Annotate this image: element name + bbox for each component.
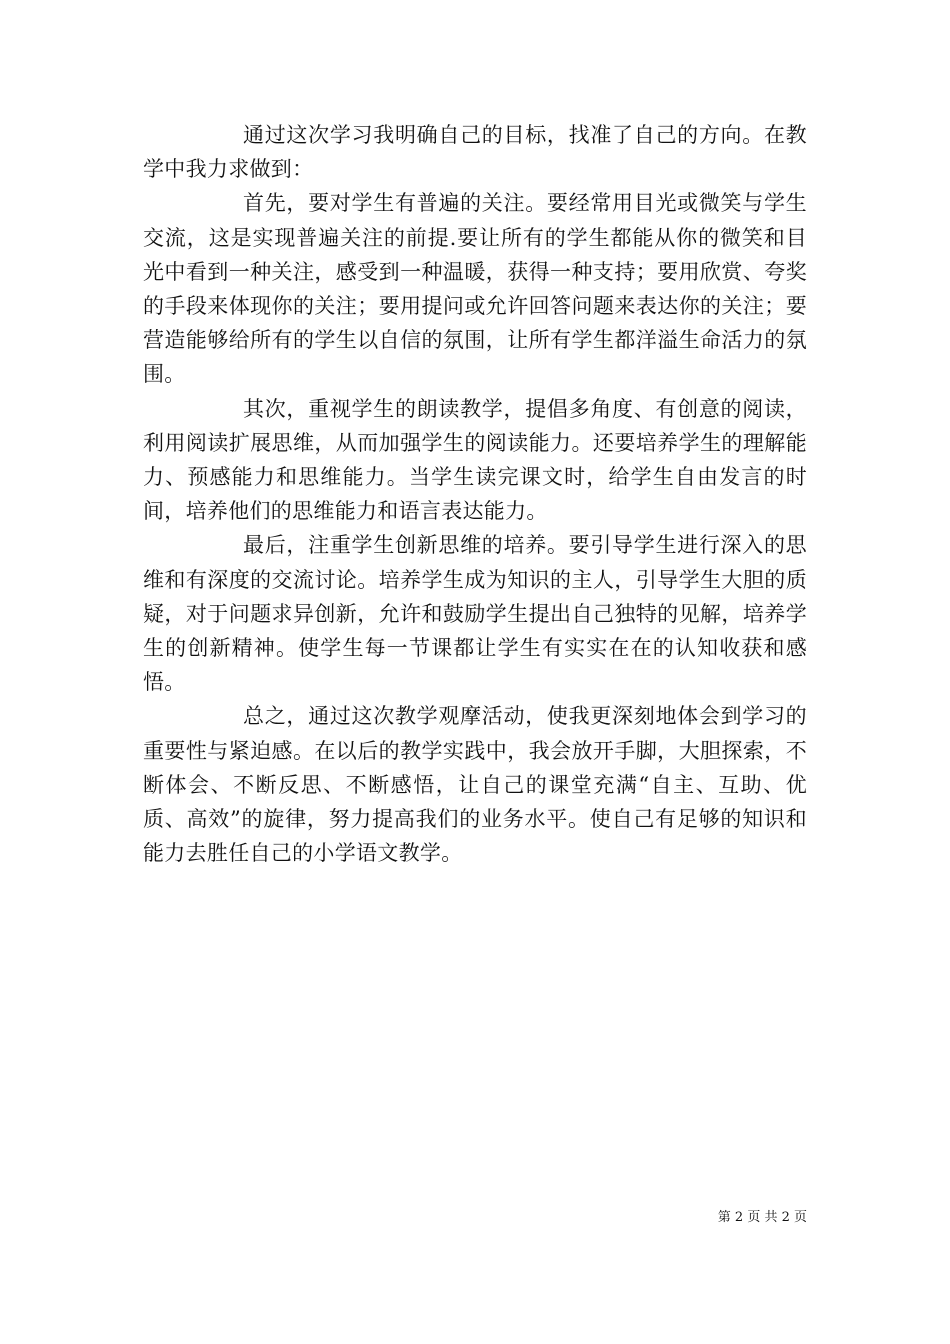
page-number-footer: 第 2 页 共 2 页 [717,1210,807,1225]
paragraph-goals: 通过这次学习我明确自己的目标，找准了自己的方向。在教学中我力求做到： [143,123,807,182]
paragraph-second-reading: 其次，重视学生的朗读教学，提倡多角度、有创意的阅读，利用阅读扩展思维，从而加强学生的阅读能力。还要培养学生的理解能力、预感能力和思维能力。当学生读完课文时，给学生自由发言的时间，培养他们的思维能力和语言表达能力。 [143,396,807,524]
paragraph-first-attention: 首先，要对学生有普遍的关注。要经常用目光或微笑与学生交流，这是实现普遍关注的前提.要让所有的学生都能从你的微笑和目光中看到一种关注，感受到一种温暖，获得一种支持；要用欣赏、夸奖的手段来体现你的关注；要用提问或允许回答问题来表达你的关注；要营造能够给所有的学生以自信的氛围，让所有学生都洋溢生命活力的氛围。 [143,191,807,387]
document-body [143,118,807,870]
paragraph-third-innovation: 最后，注重学生创新思维的培养。要引导学生进行深入的思维和有深度的交流讨论。培养学生成为知识的主人，引导学生大胆的质疑，对于问题求异创新，允许和鼓励学生提出自己独特的见解，培养学生的创新精神。使学生每一节课都让学生有实实在在的认知收获和感悟。 [143,533,807,695]
paragraph-conclusion: 总之，通过这次教学观摩活动，使我更深刻地体会到学习的重要性与紧迫感。在以后的教学实践中，我会放开手脚，大胆探索，不断体会、不断反思、不断感悟，让自己的课堂充满“自主、互助、优质、高效”的旋律，努力提高我们的业务水平。使自己有足够的知识和能力去胜任自己的小学语文教学。 [143,704,807,866]
